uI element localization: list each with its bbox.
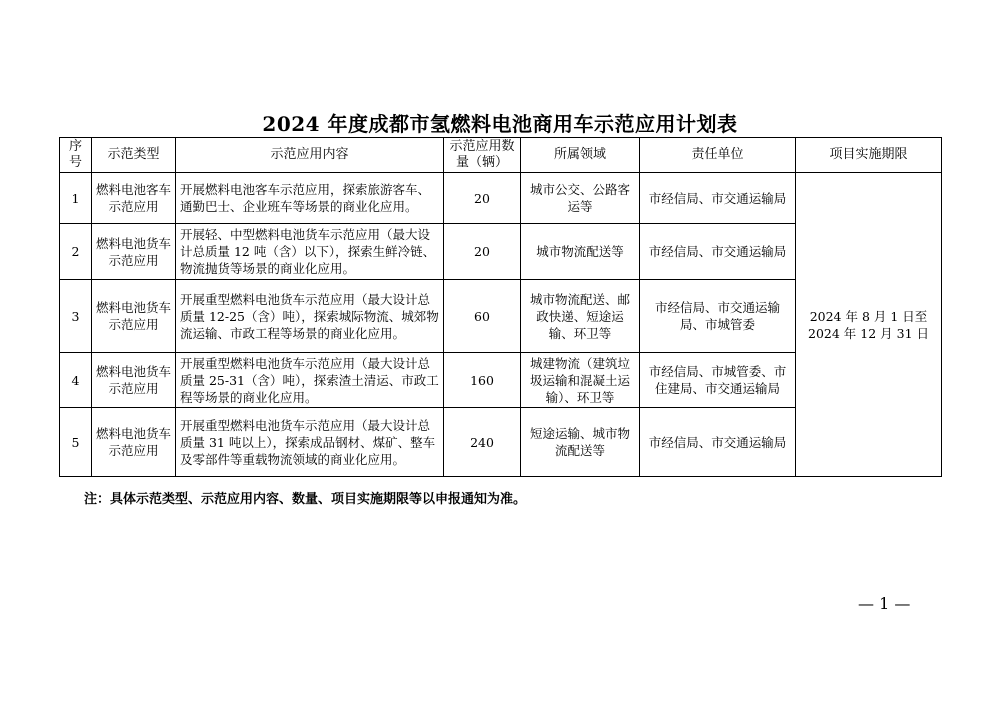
header-index: 序号 (60, 138, 92, 173)
cell-content: 开展重型燃料电池货车示范应用（最大设计总质量 25-31（含）吨），探索渣土清运、市政工程等场景的商业化应用。 (176, 353, 444, 408)
cell-quantity: 240 (444, 408, 521, 477)
header-period: 项目实施期限 (796, 138, 942, 173)
cell-type: 燃料电池货车示范应用 (92, 408, 176, 477)
cell-index: 1 (60, 173, 92, 224)
cell-index: 3 (60, 280, 92, 353)
page-number: — 1 — (858, 594, 911, 613)
cell-type: 燃料电池货车示范应用 (92, 224, 176, 280)
table-row (60, 173, 942, 224)
cell-content: 开展燃料电池客车示范应用，探索旅游客车、通勤巴士、企业班车等场景的商业化应用。 (176, 173, 444, 224)
header-unit: 责任单位 (640, 138, 796, 173)
cell-period: 2024 年 8 月 1 日至 2024 年 12 月 31 日 (796, 173, 942, 477)
cell-field: 城市物流配送、邮政快递、短途运输、环卫等 (521, 280, 640, 353)
table-header-row (60, 138, 942, 173)
plan-table (59, 137, 942, 477)
cell-unit: 市经信局、市交通运输局 (640, 224, 796, 280)
cell-unit: 市经信局、市城管委、市住建局、市交通运输局 (640, 353, 796, 408)
header-content: 示范应用内容 (176, 138, 444, 173)
cell-type: 燃料电池货车示范应用 (92, 353, 176, 408)
cell-index: 5 (60, 408, 92, 477)
cell-field: 短途运输、城市物流配送等 (521, 408, 640, 477)
cell-quantity: 20 (444, 224, 521, 280)
header-field: 所属领域 (521, 138, 640, 173)
header-quantity: 示范应用数量（辆） (444, 138, 521, 173)
cell-index: 2 (60, 224, 92, 280)
cell-unit: 市经信局、市交通运输局 (640, 408, 796, 477)
cell-field: 城市公交、公路客运等 (521, 173, 640, 224)
cell-content: 开展重型燃料电池货车示范应用（最大设计总质量 12-25（含）吨），探索城际物流、城郊物流运输、市政工程等场景的商业化应用。 (176, 280, 444, 353)
cell-unit: 市经信局、市交通运输局、市城管委 (640, 280, 796, 353)
cell-field: 城市物流配送等 (521, 224, 640, 280)
cell-type: 燃料电池客车示范应用 (92, 173, 176, 224)
cell-unit: 市经信局、市交通运输局 (640, 173, 796, 224)
cell-quantity: 20 (444, 173, 521, 224)
cell-index: 4 (60, 353, 92, 408)
table-note: 注：具体示范类型、示范应用内容、数量、项目实施期限等以申报通知为准。 (84, 492, 527, 507)
cell-quantity: 60 (444, 280, 521, 353)
cell-content: 开展轻、中型燃料电池货车示范应用（最大设计总质量 12 吨（含）以下），探索生鲜冷链、物流抛货等场景的商业化应用。 (176, 224, 444, 280)
cell-content: 开展重型燃料电池货车示范应用（最大设计总质量 31 吨以上），探索成品钢材、煤矿、整车及零部件等重载物流领域的商业化应用。 (176, 408, 444, 477)
cell-quantity: 160 (444, 353, 521, 408)
cell-type: 燃料电池货车示范应用 (92, 280, 176, 353)
header-type: 示范类型 (92, 138, 176, 173)
cell-field: 城建物流（建筑垃圾运输和混凝土运输）、环卫等 (521, 353, 640, 408)
document-title: 2024 年度成都市氢燃料电池商用车示范应用计划表 (262, 112, 738, 136)
